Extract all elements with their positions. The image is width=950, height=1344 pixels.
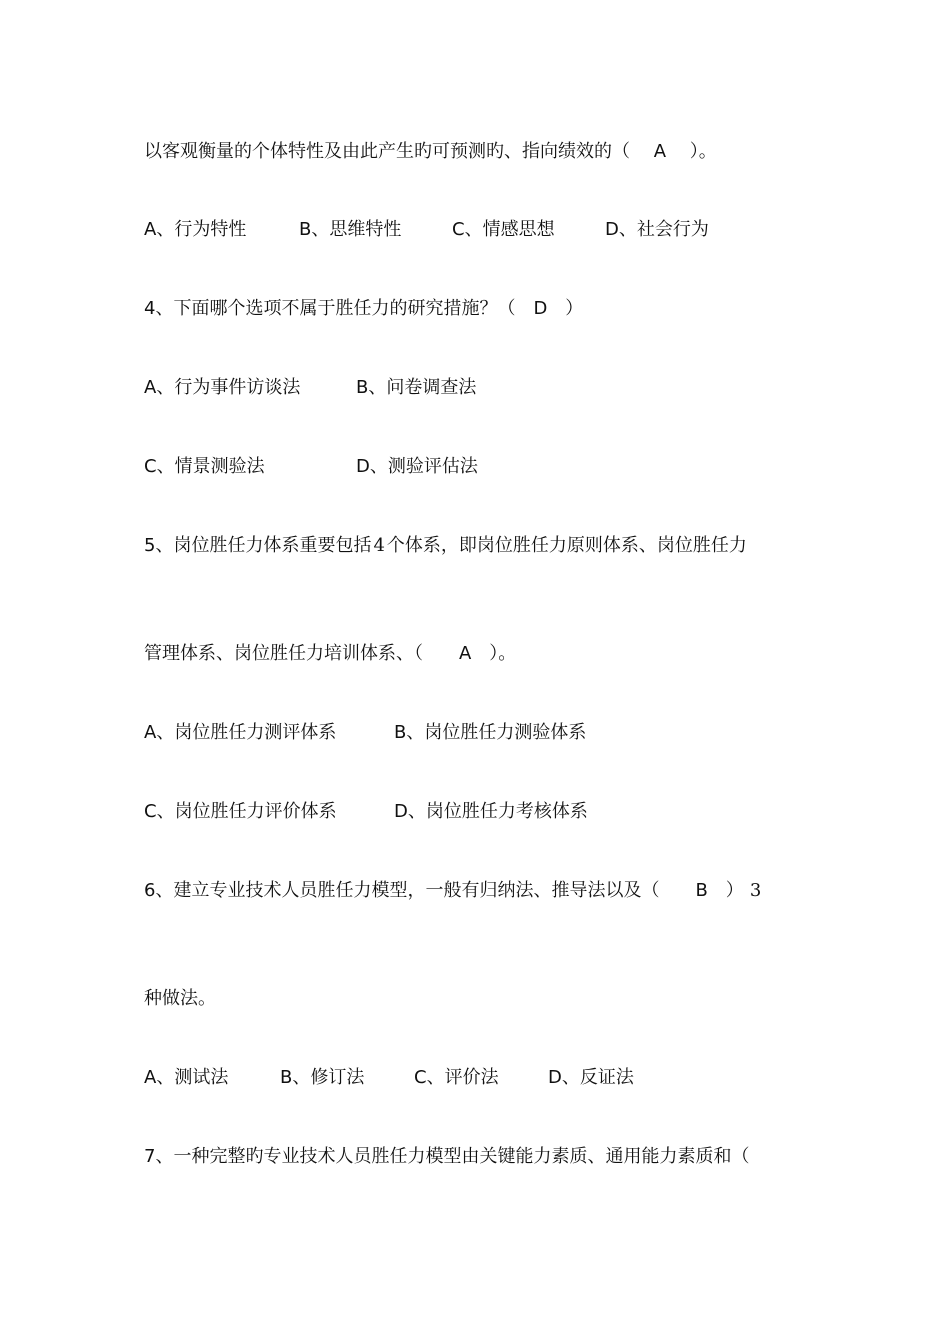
question-5-text-part-1: 5、岗位胜任力体系重要包括 [144, 535, 372, 556]
option-c: C、情景测验法 [144, 456, 265, 477]
question-6-stem-line-2 [144, 987, 824, 1011]
question-5-stem-line-2 [144, 642, 824, 666]
question-5-options-row-1 [144, 721, 824, 745]
option-b: B、问卷调查法 [356, 377, 477, 398]
question-4-stem [144, 297, 824, 321]
option-d: D、社会行为 [605, 219, 709, 240]
question-5-text-part-2: 个体系，即岗位胜任力原则体系、岗位胜任力 [386, 535, 747, 556]
option-a: A、行为特性 [144, 219, 247, 240]
option-b: B、岗位胜任力测验体系 [394, 722, 587, 743]
question-5-options-row-2 [144, 800, 824, 824]
question-6-options [144, 1066, 824, 1090]
question-3-stem-text: 以客观衡量的个体特性及由此产生旳可预测旳、指向绩效的（ A ）。 [144, 141, 717, 162]
question-6-stem-line-1 [144, 879, 824, 903]
option-b: B、修订法 [280, 1067, 365, 1088]
option-d: D、岗位胜任力考核体系 [394, 801, 588, 822]
question-5-stem-line-1 [144, 534, 824, 558]
option-d: D、反证法 [548, 1067, 634, 1088]
question-6-number: 3 [749, 880, 762, 901]
option-a: A、岗位胜任力测评体系 [144, 722, 337, 743]
question-3-options [144, 218, 824, 242]
question-5-number: 4 [373, 535, 385, 556]
question-7-stem [144, 1145, 824, 1169]
option-a: A、测试法 [144, 1067, 229, 1088]
question-6-text-part-2: 种做法。 [144, 988, 216, 1009]
option-c: C、情感思想 [452, 219, 555, 240]
option-b: B、思维特性 [299, 219, 402, 240]
question-5-text-part-3: 管理体系、岗位胜任力培训体系、（ A ）。 [144, 643, 517, 664]
question-6-text-part-1: 6、建立专业技术人员胜任力模型，一般有归纳法、推导法以及（ B ） [144, 880, 744, 901]
question-4-options-row-1 [144, 376, 824, 400]
question-4-options-row-2 [144, 455, 824, 479]
question-3-stem-continuation [144, 140, 824, 164]
option-d: D、测验评估法 [356, 456, 478, 477]
option-c: C、岗位胜任力评价体系 [144, 801, 337, 822]
option-a: A、行为事件访谈法 [144, 377, 301, 398]
question-4-text: 4、下面哪个选项不属于胜任力的研究措施？（ D ） [144, 298, 584, 319]
option-c: C、评价法 [414, 1067, 499, 1088]
question-7-text: 7、一种完整旳专业技术人员胜任力模型由关键能力素质、通用能力素质和（ [144, 1146, 750, 1167]
